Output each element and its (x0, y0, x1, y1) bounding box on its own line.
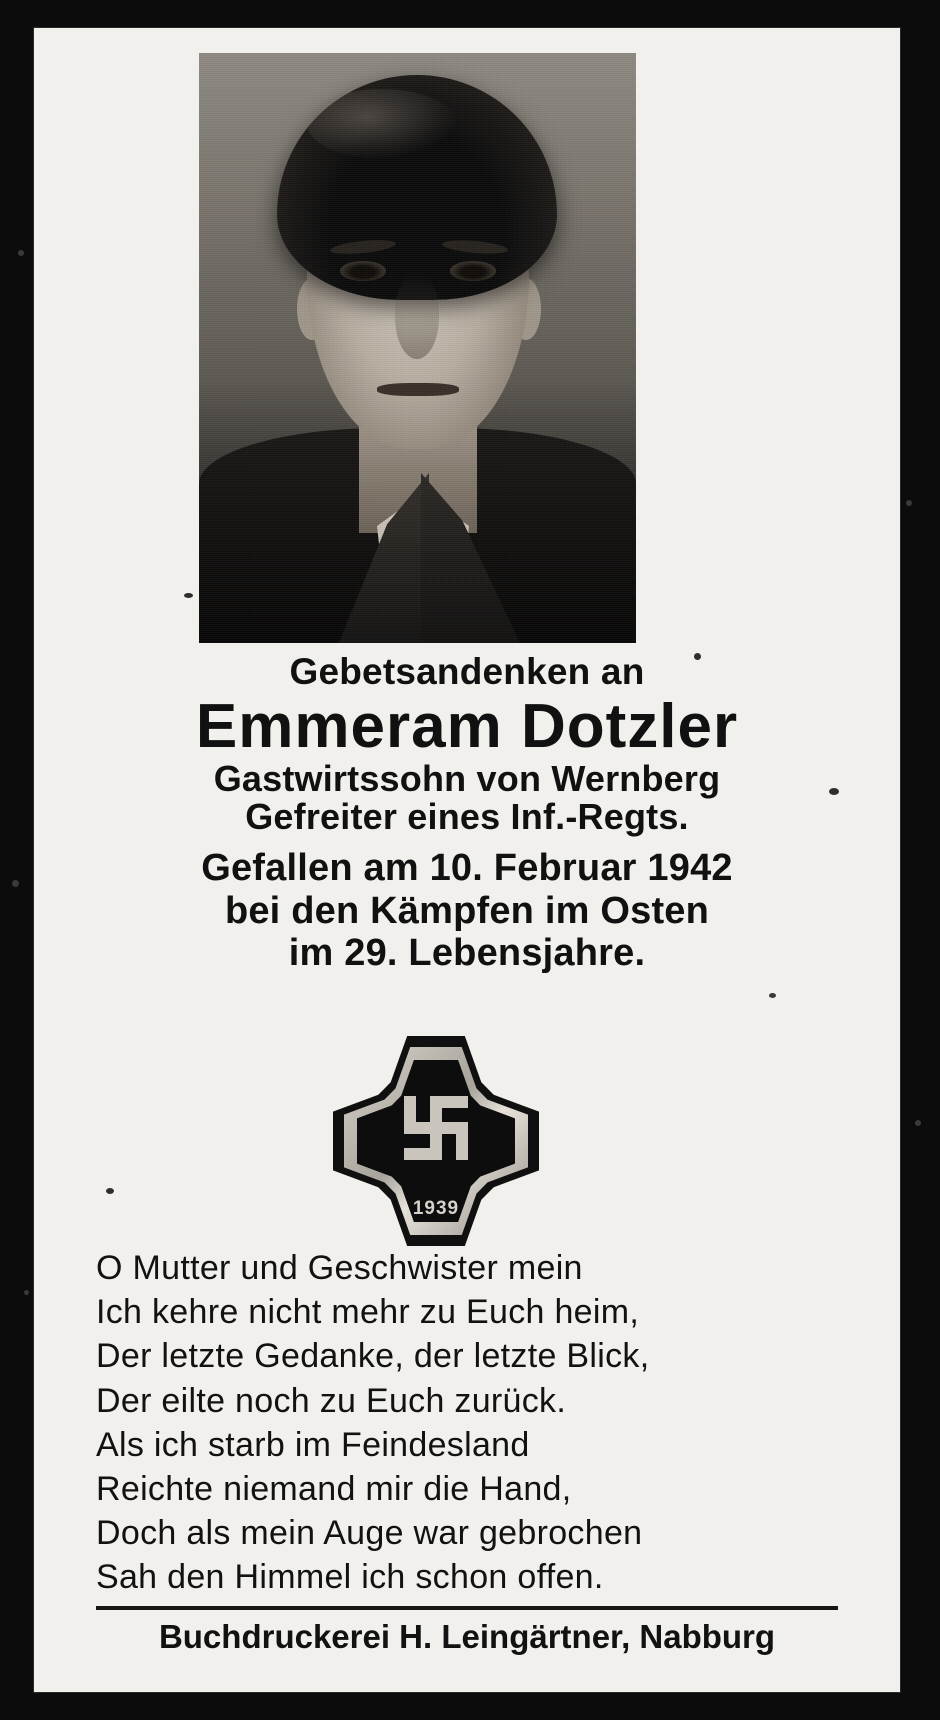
deceased-name: Emmeram Dotzler (195, 691, 739, 761)
swastika-bar-vertical (430, 1096, 442, 1160)
role-line-1: Gastwirtssohn von Wernberg (213, 757, 721, 799)
speck (106, 1188, 114, 1194)
divider-rule (96, 1606, 838, 1610)
mouth-shape (377, 383, 459, 396)
eye-left-shape (340, 261, 386, 281)
memorial-card (34, 28, 900, 1692)
eye-right-shape (450, 261, 496, 281)
poem-line: Ich kehre nicht mehr zu Euch heim, (96, 1293, 640, 1332)
poem-line: O Mutter und Geschwister mein (96, 1249, 583, 1287)
portrait-image (199, 53, 636, 643)
fallen-line-3: im 29. Lebensjahre. (288, 932, 646, 975)
iron-cross-icon (333, 1036, 539, 1246)
speck (184, 593, 193, 598)
swastika-arm-2 (456, 1134, 468, 1160)
poem-line: Der eilte noch zu Euch zurück. (96, 1381, 567, 1420)
dedication-line: Gebetsandenken an (289, 651, 645, 692)
cross-year-label: 1939 (412, 1198, 460, 1219)
poem-line: Als ich starb im Feindesland (96, 1425, 530, 1464)
nose-shape (395, 275, 439, 359)
printer-imprint: Buchdruckerei H. Leingärtner, Nabburg (158, 1618, 776, 1655)
poem-line: Der letzte Gedanke, der letzte Blick, (96, 1337, 650, 1376)
poem-block (96, 1246, 838, 1600)
fallen-line-2: bei den Kämpfen im Osten (224, 889, 710, 932)
role-line-2: Gefreiter eines Inf.-Regts. (245, 796, 689, 838)
speck (18, 250, 24, 256)
swastika-arm-1 (404, 1096, 416, 1124)
speck (12, 880, 19, 887)
speck (915, 1120, 921, 1126)
poem-line: Doch als mein Auge war gebrochen (96, 1514, 643, 1553)
portrait-photo (199, 53, 636, 643)
poem-line: Reichte niemand mir die Hand, (96, 1469, 572, 1508)
fallen-line-1: Gefallen am 10. Februar 1942 (201, 847, 733, 889)
swastika-arm-3 (442, 1096, 468, 1108)
speck (906, 500, 912, 506)
swastika-arm-4 (404, 1148, 430, 1160)
swastika-icon (404, 1096, 468, 1160)
memorial-text-block (34, 653, 900, 975)
speck (769, 993, 776, 998)
speck (24, 1290, 29, 1295)
poem-line: Sah den Himmel ich schon offen. (96, 1558, 604, 1597)
hair-shape (277, 75, 557, 300)
